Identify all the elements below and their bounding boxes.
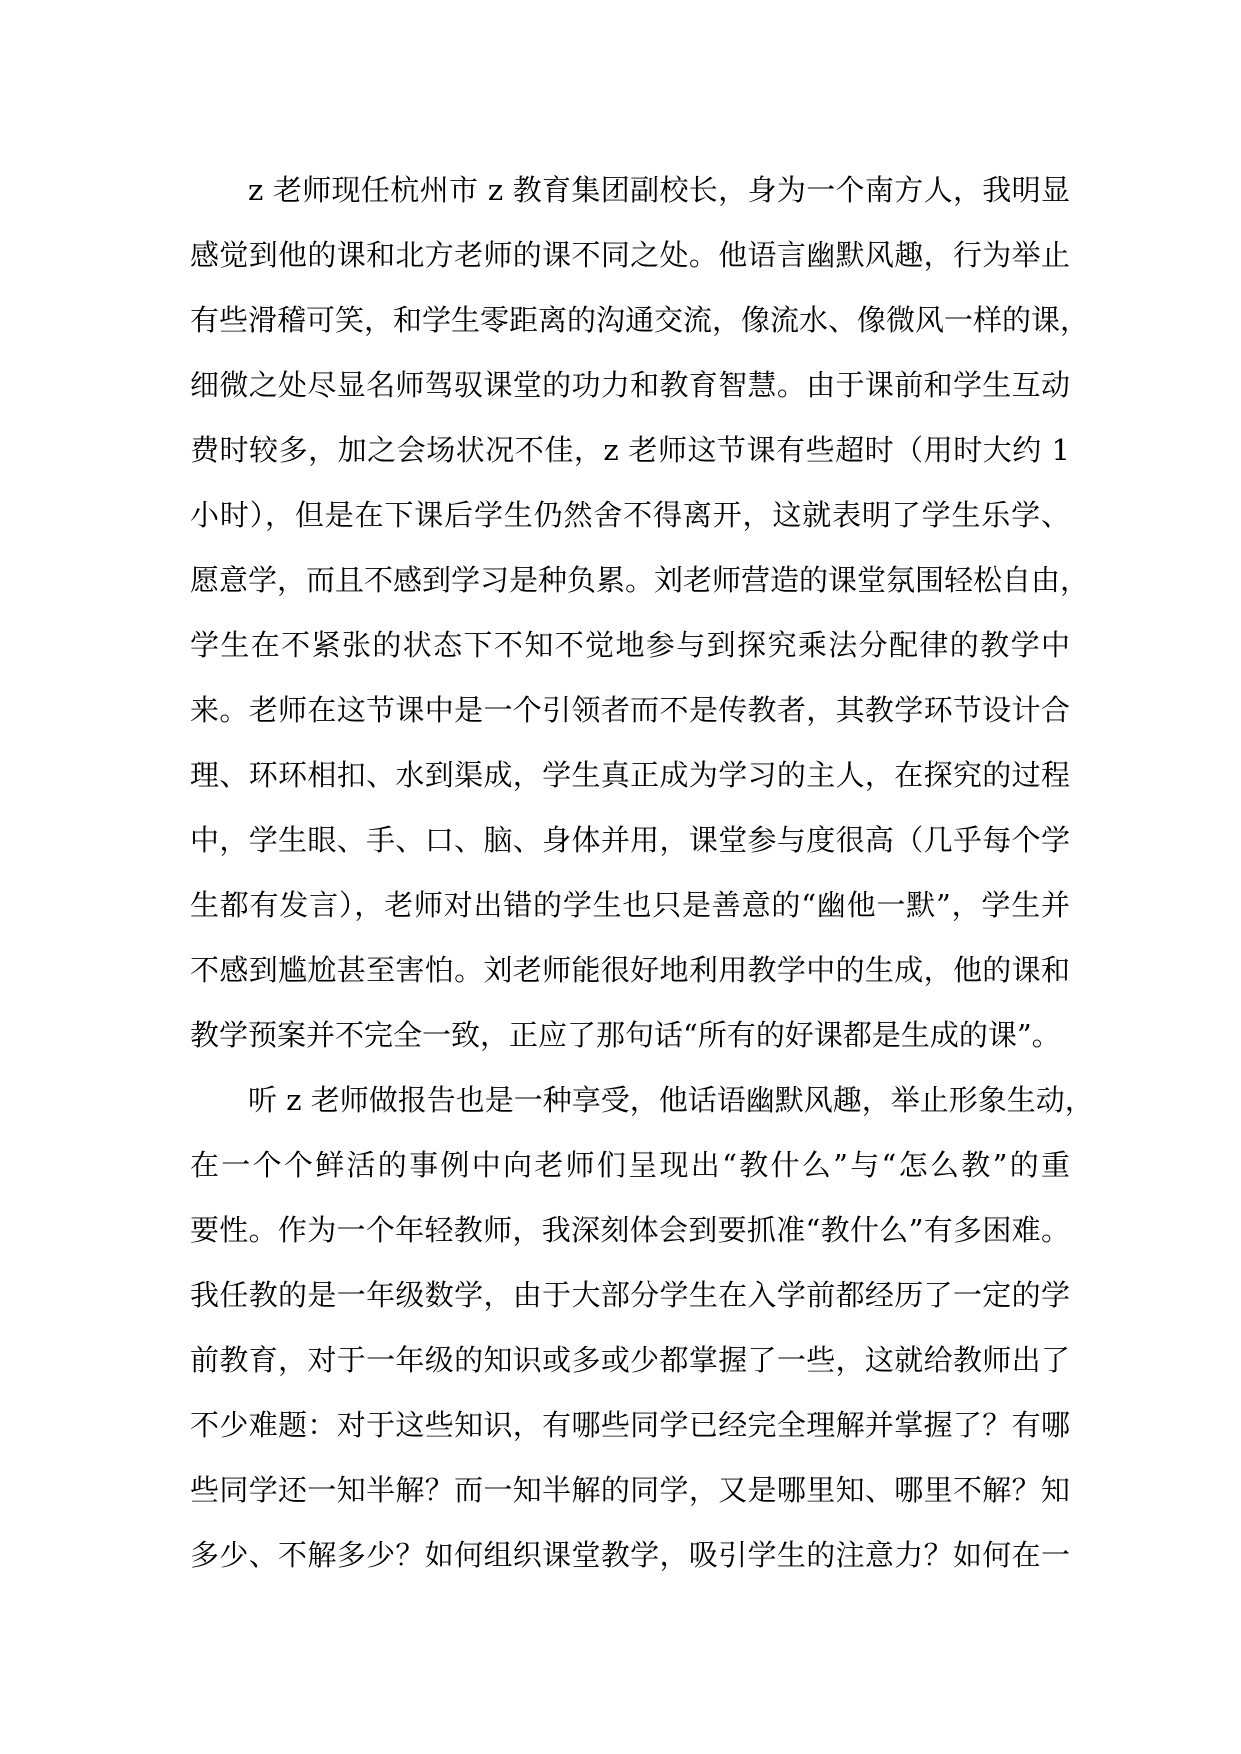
text-line: 有些滑稽可笑，和学生零距离的沟通交流，像流水、像微风一样的课， [190,303,1090,337]
text-line: 教学预案并不完全一致，正应了那句话“所有的好课都是生成的课”。 [190,1018,1061,1052]
text-line: 感觉到他的课和北方老师的课不同之处。他语言幽默风趣，行为举止 [190,238,1070,272]
text-line: 在一个个鲜活的事例中向老师们呈现出“教什么”与“怎么教”的重 [190,1148,1070,1182]
text-line: 些同学还一知半解？而一知半解的同学，又是哪里知、哪里不解？知 [190,1473,1070,1507]
text-line: 中，学生眼、手、口、脑、身体并用，课堂参与度很高（几乎每个学 [190,823,1070,857]
text-line: 小时），但是在下课后学生仍然舍不得离开，这就表明了学生乐学、 [190,498,1070,532]
text-line: z 老师现任杭州市 z 教育集团副校长，身为一个南方人，我明显 [248,173,1070,207]
text-line: 不少难题：对于这些知识，有哪些同学已经完全理解并掌握了？有哪 [190,1408,1070,1442]
text-line: 费时较多，加之会场状况不佳，z 老师这节课有些超时（用时大约 1 [190,433,1070,467]
text-line: 不感到尴尬甚至害怕。刘老师能很好地利用教学中的生成，他的课和 [190,953,1070,987]
text-line: 生都有发言），老师对出错的学生也只是善意的“幽他一默”，学生并 [190,888,1070,922]
text-line: 要性。作为一个年轻教师，我深刻体会到要抓准“教什么”有多困难。 [190,1213,1070,1247]
text-line: 来。老师在这节课中是一个引领者而不是传教者，其教学环节设计合 [190,693,1070,727]
text-line: 理、环环相扣、水到渠成，学生真正成为学习的主人，在探究的过程 [190,758,1070,792]
text-line: 我任教的是一年级数学，由于大部分学生在入学前都经历了一定的学 [190,1278,1070,1312]
text-line: 细微之处尽显名师驾驭课堂的功力和教育智慧。由于课前和学生互动 [190,368,1070,402]
paragraph [190,1068,1094,1588]
text-line: 多少、不解多少？如何组织课堂教学，吸引学生的注意力？如何在一 [190,1538,1070,1572]
text-line: 愿意学，而且不感到学习是种负累。刘老师营造的课堂氛围轻松自由， [190,563,1090,597]
body-text [190,158,1094,1588]
text-line: 学生在不紧张的状态下不知不觉地参与到探究乘法分配律的教学中 [190,628,1070,662]
paragraph [190,158,1090,1068]
text-line: 前教育，对于一年级的知识或多或少都掌握了一些，这就给教师出了 [190,1343,1070,1377]
text-line: 听 z 老师做报告也是一种享受，他话语幽默风趣，举止形象生动， [248,1083,1094,1117]
